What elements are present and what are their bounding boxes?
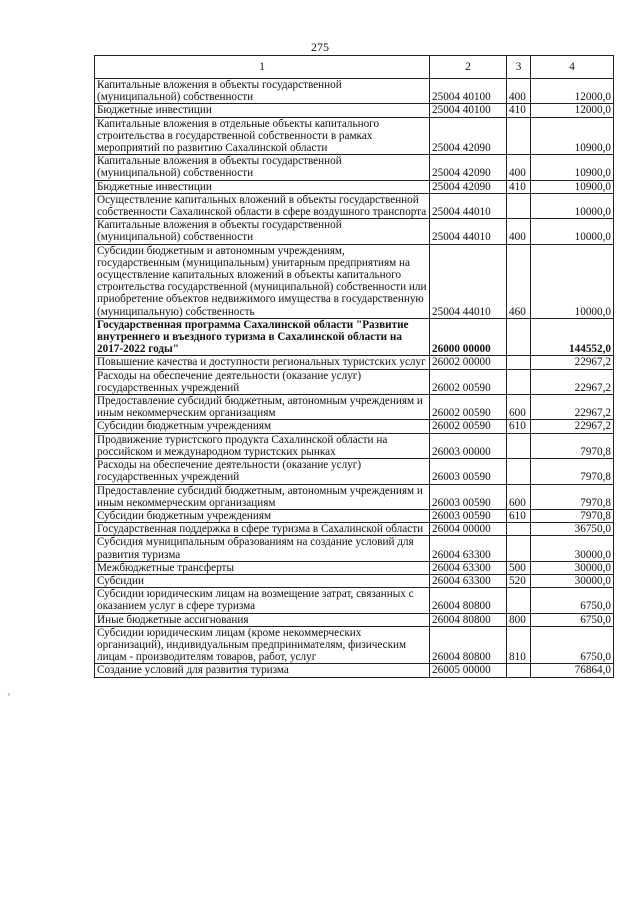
row-name: Капитальные вложения в объекты государственной (муниципальной) собственности [95,79,430,104]
row-type [507,588,531,613]
scan-mark: ¸ [7,685,11,696]
row-code: 26002 00590 [430,369,507,394]
table-row [95,574,614,587]
table-row [95,395,614,420]
row-code: 26003 00590 [430,459,507,484]
row-type [507,459,531,484]
row-code: 25004 44010 [430,244,507,318]
row-sum: 76864,0 [531,664,614,677]
row-sum: 10900,0 [531,117,614,155]
table-row [95,193,614,218]
header-col-4: 4 [531,56,614,79]
page-number: 275 [311,40,329,54]
row-code: 25004 42090 [430,117,507,155]
row-code: 26000 00000 [430,318,507,356]
row-type: 520 [507,574,531,587]
row-code: 26003 00590 [430,509,507,522]
row-type [507,193,531,218]
row-sum: 6750,0 [531,613,614,626]
row-name: Капитальные вложения в объекты государственной (муниципальной) собственности [95,155,430,180]
table-row [95,561,614,574]
row-sum: 12000,0 [531,104,614,117]
budget-table [94,55,614,678]
row-name: Повышение качества и доступности региональных туристских услуг [95,356,430,369]
row-code: 26003 00000 [430,433,507,458]
row-code: 25004 42090 [430,180,507,193]
row-type: 500 [507,561,531,574]
row-sum: 22967,2 [531,420,614,433]
row-type [507,369,531,394]
row-name: Субсидии [95,574,430,587]
row-code: 26004 00000 [430,523,507,536]
row-name: Субсидии юридическим лицам на возмещение затрат, связанных с оказанием услуг в сфере туризма [95,588,430,613]
row-sum: 7970,8 [531,509,614,522]
row-sum: 10000,0 [531,193,614,218]
row-name: Субсидии юридическим лицам (кроме некоммерческих организаций), индивидуальным предпринимателям, физическим лицам - производителям товаров, работ, услуг [95,626,430,664]
table-row [95,356,614,369]
row-sum: 7970,8 [531,459,614,484]
row-type: 610 [507,420,531,433]
row-type [507,117,531,155]
row-sum: 6750,0 [531,626,614,664]
row-code: 26005 00000 [430,664,507,677]
row-type: 410 [507,104,531,117]
header-col-3: 3 [507,56,531,79]
row-sum: 7970,8 [531,433,614,458]
row-sum: 10900,0 [531,155,614,180]
row-code: 26004 63300 [430,536,507,561]
row-code: 26004 80800 [430,626,507,664]
table-row [95,509,614,522]
row-name: Капитальные вложения в объекты государственной (муниципальной) собственности [95,219,430,244]
row-type: 600 [507,395,531,420]
row-code: 26004 63300 [430,574,507,587]
row-sum: 30000,0 [531,536,614,561]
row-code: 26004 80800 [430,588,507,613]
row-name: Субсидии бюджетным и автономным учреждениям, государственным (муниципальным) унитарным предприятиям на осуществление капитальных вложений в объекты капитального строительства государственной (муниципальной) собственности или приобретение объектов недвижимого имущества в государственную (муниципальную) собственность [95,244,430,318]
row-code: 25004 40100 [430,79,507,104]
row-code: 26002 00590 [430,395,507,420]
row-sum: 30000,0 [531,561,614,574]
row-sum: 10000,0 [531,244,614,318]
row-name: Субсидии бюджетным учреждениям [95,509,430,522]
table-row [95,180,614,193]
table-row [95,536,614,561]
row-sum: 36750,0 [531,523,614,536]
table-row [95,433,614,458]
row-code: 25004 44010 [430,193,507,218]
row-code: 25004 42090 [430,155,507,180]
row-name: Расходы на обеспечение деятельности (оказание услуг) государственных учреждений [95,459,430,484]
table-row [95,588,614,613]
row-code: 26002 00000 [430,356,507,369]
row-sum: 10000,0 [531,219,614,244]
row-type: 400 [507,219,531,244]
table-row [95,459,614,484]
row-sum: 10900,0 [531,180,614,193]
row-type [507,523,531,536]
row-code: 26004 63300 [430,561,507,574]
table-row [95,613,614,626]
header-col-1: 1 [95,56,430,79]
row-name: Иные бюджетные ассигнования [95,613,430,626]
table-row [95,523,614,536]
row-type: 810 [507,626,531,664]
row-sum: 7970,8 [531,484,614,509]
row-sum: 144552,0 [531,318,614,356]
table-row [95,318,614,356]
row-type: 400 [507,79,531,104]
row-name: Предоставление субсидий бюджетным, автономным учреждениям и иным некоммерческим организациям [95,484,430,509]
table-row [95,369,614,394]
row-type: 800 [507,613,531,626]
row-name: Расходы на обеспечение деятельности (оказание услуг) государственных учреждений [95,369,430,394]
row-type [507,318,531,356]
row-name: Межбюджетные трансферты [95,561,430,574]
header-col-2: 2 [430,56,507,79]
table-row [95,664,614,677]
row-sum: 30000,0 [531,574,614,587]
row-name: Субсидии бюджетным учреждениям [95,420,430,433]
row-name: Предоставление субсидий бюджетным, автономным учреждениям и иным некоммерческим организациям [95,395,430,420]
row-code: 26003 00590 [430,484,507,509]
row-code: 25004 40100 [430,104,507,117]
row-code: 26002 00590 [430,420,507,433]
row-type [507,536,531,561]
table-row [95,104,614,117]
header-row [95,56,614,79]
row-type [507,356,531,369]
row-name: Субсидия муниципальным образованиям на создание условий для развития туризма [95,536,430,561]
table-row [95,117,614,155]
row-name: Осуществление капитальных вложений в объекты государственной собственности Сахалинской области в сфере воздушного транспорта [95,193,430,218]
row-sum: 12000,0 [531,79,614,104]
row-code: 25004 44010 [430,219,507,244]
row-name: Создание условий для развития туризма [95,664,430,677]
row-type: 410 [507,180,531,193]
row-sum: 22967,2 [531,395,614,420]
row-type [507,664,531,677]
row-name: Бюджетные инвестиции [95,104,430,117]
table-row [95,244,614,318]
row-type: 610 [507,509,531,522]
row-sum: 22967,2 [531,356,614,369]
row-name: Бюджетные инвестиции [95,180,430,193]
row-type: 600 [507,484,531,509]
row-name: Продвижение туристского продукта Сахалинской области на российском и международном туристских рынках [95,433,430,458]
row-sum: 6750,0 [531,588,614,613]
row-type: 400 [507,155,531,180]
table-row [95,219,614,244]
row-name: Государственная программа Сахалинской области "Развитие внутреннего и въездного туризма в Сахалинской области на 2017-2022 годы" [95,318,430,356]
row-name: Государственная поддержка в сфере туризма в Сахалинской области [95,523,430,536]
table-row [95,155,614,180]
table-row [95,484,614,509]
row-sum: 22967,2 [531,369,614,394]
row-type: 460 [507,244,531,318]
table-row [95,626,614,664]
row-type [507,433,531,458]
table-row [95,79,614,104]
table-row [95,420,614,433]
row-name: Капитальные вложения в отдельные объекты капитального строительства в государственной собственности в рамках мероприятий по развитию Сахалинской области [95,117,430,155]
row-code: 26004 80800 [430,613,507,626]
